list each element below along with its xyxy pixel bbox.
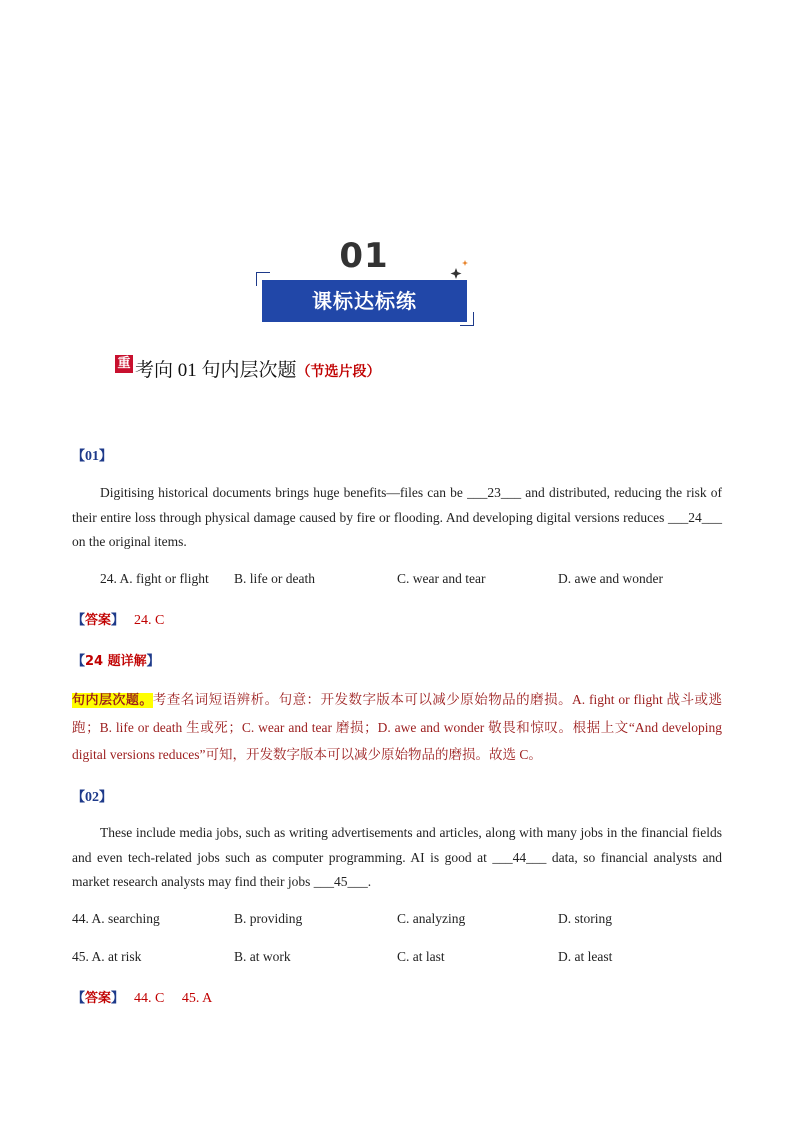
question-tag-02: 【02】: [72, 790, 113, 805]
passage-02: These include media jobs, such as writing advertisements and articles, along with many jobs in the financial fields and even tech-related jobs such as computer programming. AI is good at ___44___ data, so financial analysts and market research analysts may find their jobs ___45___.: [72, 825, 722, 889]
option-45b: B. at work: [234, 949, 291, 964]
analysis-text: 考查名词短语辨析。句意：开发数字版本可以减少原始物品的磨损。A. fight or flight 战斗或逃跑；B. life or death 生或死；C. wear and tear 磨损；D. awe and wonder 敬畏和惊叹。根据上文“And developing digital versions reduces”可知，开发数字版本可以减少原始物品的磨损。故选 C。: [72, 692, 722, 762]
topic-note: （节选片段）: [296, 365, 381, 380]
topic-title: 考向 01 句内层次题: [135, 360, 297, 381]
option-45c: C. at last: [397, 949, 445, 964]
question-tag-01: 【01】: [72, 449, 113, 464]
option-45a: 45. A. at risk: [72, 949, 142, 964]
section-title: 课标达标练: [262, 280, 467, 322]
option-44d: D. storing: [558, 911, 612, 926]
section-number: 01: [339, 236, 389, 276]
analysis-highlight: 句内层次题。: [72, 693, 153, 708]
question-number: 01: [85, 449, 100, 464]
answer-row-01: 【答案】 24. C: [72, 613, 165, 628]
answer-value: 24. C: [134, 613, 165, 628]
answer-label: 答案: [85, 613, 112, 628]
option-44c: C. analyzing: [397, 911, 466, 926]
topic-heading: [135, 355, 381, 382]
answer-row-02: 【答案】 44. C 45. A: [72, 991, 213, 1006]
passage-01: Digitising historical documents brings huge benefits—files can be ___23___ and distributed, reducing the risk of their entire loss through physical damage caused by fire or flooding. And developing digital versions reduces ___24___ on the original items.: [72, 485, 722, 549]
option-44a: 44. A. searching: [72, 911, 160, 926]
option-44b: B. providing: [234, 911, 303, 926]
option-24d: D. awe and wonder: [558, 571, 663, 586]
option-24a: 24. A. fight or flight: [100, 571, 209, 586]
question-number: 02: [85, 790, 100, 805]
answer-value: 44. C 45. A: [134, 991, 213, 1006]
option-24b: B. life or death: [234, 571, 315, 586]
detail-heading: 【24 题详解】: [72, 654, 160, 669]
analysis-24: [72, 686, 722, 768]
answer-label: 答案: [85, 991, 112, 1006]
option-45d: D. at least: [558, 949, 613, 964]
option-24c: C. wear and tear: [397, 571, 486, 586]
key-point-icon: 重: [115, 355, 133, 373]
detail-label: 24 题详解: [85, 654, 147, 669]
